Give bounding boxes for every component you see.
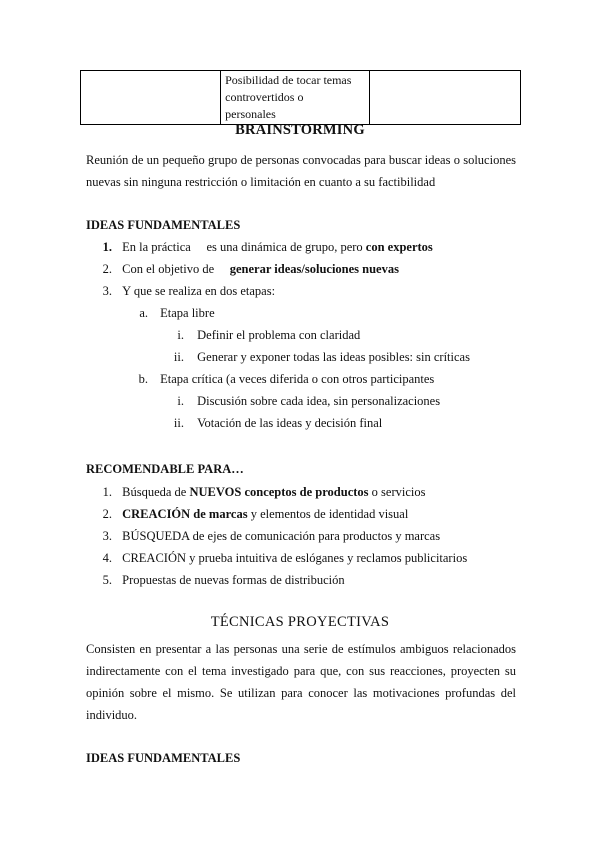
list-item: 2. CREACIÓN de marcas y elementos de identidad visual [102, 507, 409, 521]
brainstorming-title: BRAINSTORMING [235, 122, 365, 138]
list-item: 3. BÚSQUEDA de ejes de comunicación para productos y marcas [102, 529, 441, 543]
projective-title: TÉCNICAS PROYECTIVAS [210, 614, 390, 630]
stage-a-item: a. Etapa libre [139, 306, 215, 320]
table-cell-text: Posibilidad de tocar temas controvertidos o personales [221, 71, 370, 125]
stage-b-subitem: i. Discusión sobre cada idea, sin personalizaciones [177, 394, 441, 408]
stage-a-subitem: ii. Generar y exponer todas las ideas posibles: sin críticas [173, 350, 470, 364]
list-item: 5. Propuestas de nuevas formas de distribución [102, 573, 345, 587]
list-item: 3. Y que se realiza en dos etapas: [102, 284, 276, 298]
table-fragment [80, 70, 521, 125]
stage-b-item: b. Etapa crítica (a veces diferida o con otros participantes [138, 372, 435, 386]
list-item: 1. Búsqueda de NUEVOS conceptos de productos o servicios [102, 485, 426, 499]
ideas-heading: IDEAS FUNDAMENTALES [86, 218, 241, 232]
stage-b-subitem: ii. Votación de las ideas y decisión final [173, 416, 383, 430]
table-row [81, 71, 521, 125]
projective-ideas-heading: IDEAS FUNDAMENTALES [86, 751, 241, 765]
list-item: 1. En la práctica es una dinámica de grupo, pero con expertos [102, 240, 433, 254]
brainstorming-intro: Reunión de un pequeño grupo de personas convocadas para buscar ideas o soluciones nuevas sin ninguna restricción o limitación en cuanto a su factibilidad [86, 153, 516, 189]
recommended-heading: RECOMENDABLE PARA… [86, 462, 244, 476]
projective-intro: Consisten en presentar a las personas una serie de estímulos ambiguos relacionados indirectamente con el tema investigado para que, con sus reacciones, proyecten su opinión sobre el mismo. Se utilizan para conocer las motivaciones profundas del individuo. [86, 642, 516, 722]
list-item: 4. CREACIÓN y prueba intuitiva de eslóganes y reclamos publicitarios [102, 551, 468, 565]
list-item: 2. Con el objetivo de generar ideas/soluciones nuevas [102, 262, 399, 276]
stage-a-subitem: i. Definir el problema con claridad [177, 328, 361, 342]
table-cell-empty-right [370, 71, 521, 125]
table-cell-empty-left [81, 71, 221, 125]
